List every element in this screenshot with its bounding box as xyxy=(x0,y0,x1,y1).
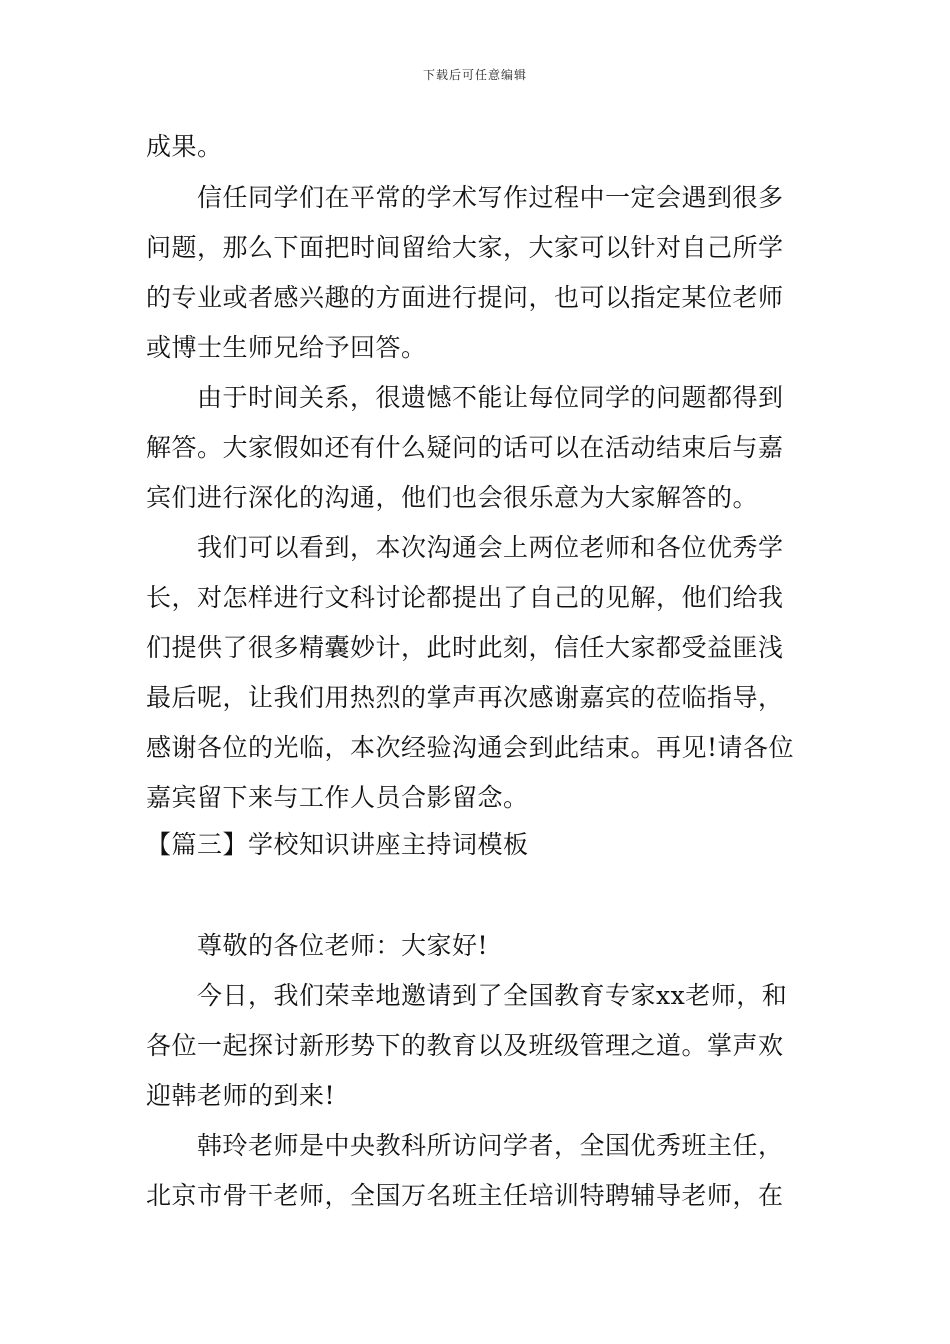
text-line: 感谢各位的光临，本次经验沟通会到此结束。再见!请各位 xyxy=(146,733,795,762)
text-line: 解答。大家假如还有什么疑问的话可以在活动结束后与嘉 xyxy=(146,433,784,462)
text-line: 各位一起探讨新形势下的教育以及班级管理之道。掌声欢 xyxy=(146,1031,784,1060)
text-line: 我们可以看到，本次沟通会上两位老师和各位优秀学 xyxy=(197,533,784,562)
text-line: 迎韩老师的到来! xyxy=(146,1081,336,1110)
text-line: 尊敬的各位老师：大家好! xyxy=(197,931,489,960)
text-line: 或博士生师兄给予回答。 xyxy=(146,333,427,362)
text-line: 最后呢，让我们用热烈的掌声再次感谢嘉宾的莅临指导， xyxy=(146,683,784,712)
text-line: 们提供了很多精囊妙计，此时此刻，信任大家都受益匪浅 xyxy=(146,633,784,662)
text-line: 宾们进行深化的沟通，他们也会很乐意为大家解答的。 xyxy=(146,483,759,512)
text-line: 问题，那么下面把时间留给大家，大家可以针对自己所学 xyxy=(146,233,784,262)
text-line: 韩玲老师是中央教科所访问学者，全国优秀班主任， xyxy=(197,1131,784,1160)
text-line: 成果。 xyxy=(146,132,223,161)
text-line: 北京市骨干老师，全国万名班主任培训特聘辅导老师，在 xyxy=(146,1181,784,1210)
text-line: 由于时间关系，很遗憾不能让每位同学的问题都得到 xyxy=(197,383,784,412)
page-header-note: 下载后可任意编辑 xyxy=(422,68,527,82)
text-line: 信任同学们在平常的学术写作过程中一定会遇到很多 xyxy=(197,183,784,212)
text-line: 长，对怎样进行文科讨论都提出了自己的见解，他们给我 xyxy=(146,583,784,612)
text-line: 的专业或者感兴趣的方面进行提问，也可以指定某位老师 xyxy=(146,283,784,312)
text-line: 今日，我们荣幸地邀请到了全国教育专家xx老师，和 xyxy=(197,981,788,1010)
section-heading: 【篇三】学校知识讲座主持词模板 xyxy=(146,830,529,859)
text-line: 嘉宾留下来与工作人员合影留念。 xyxy=(146,783,529,812)
